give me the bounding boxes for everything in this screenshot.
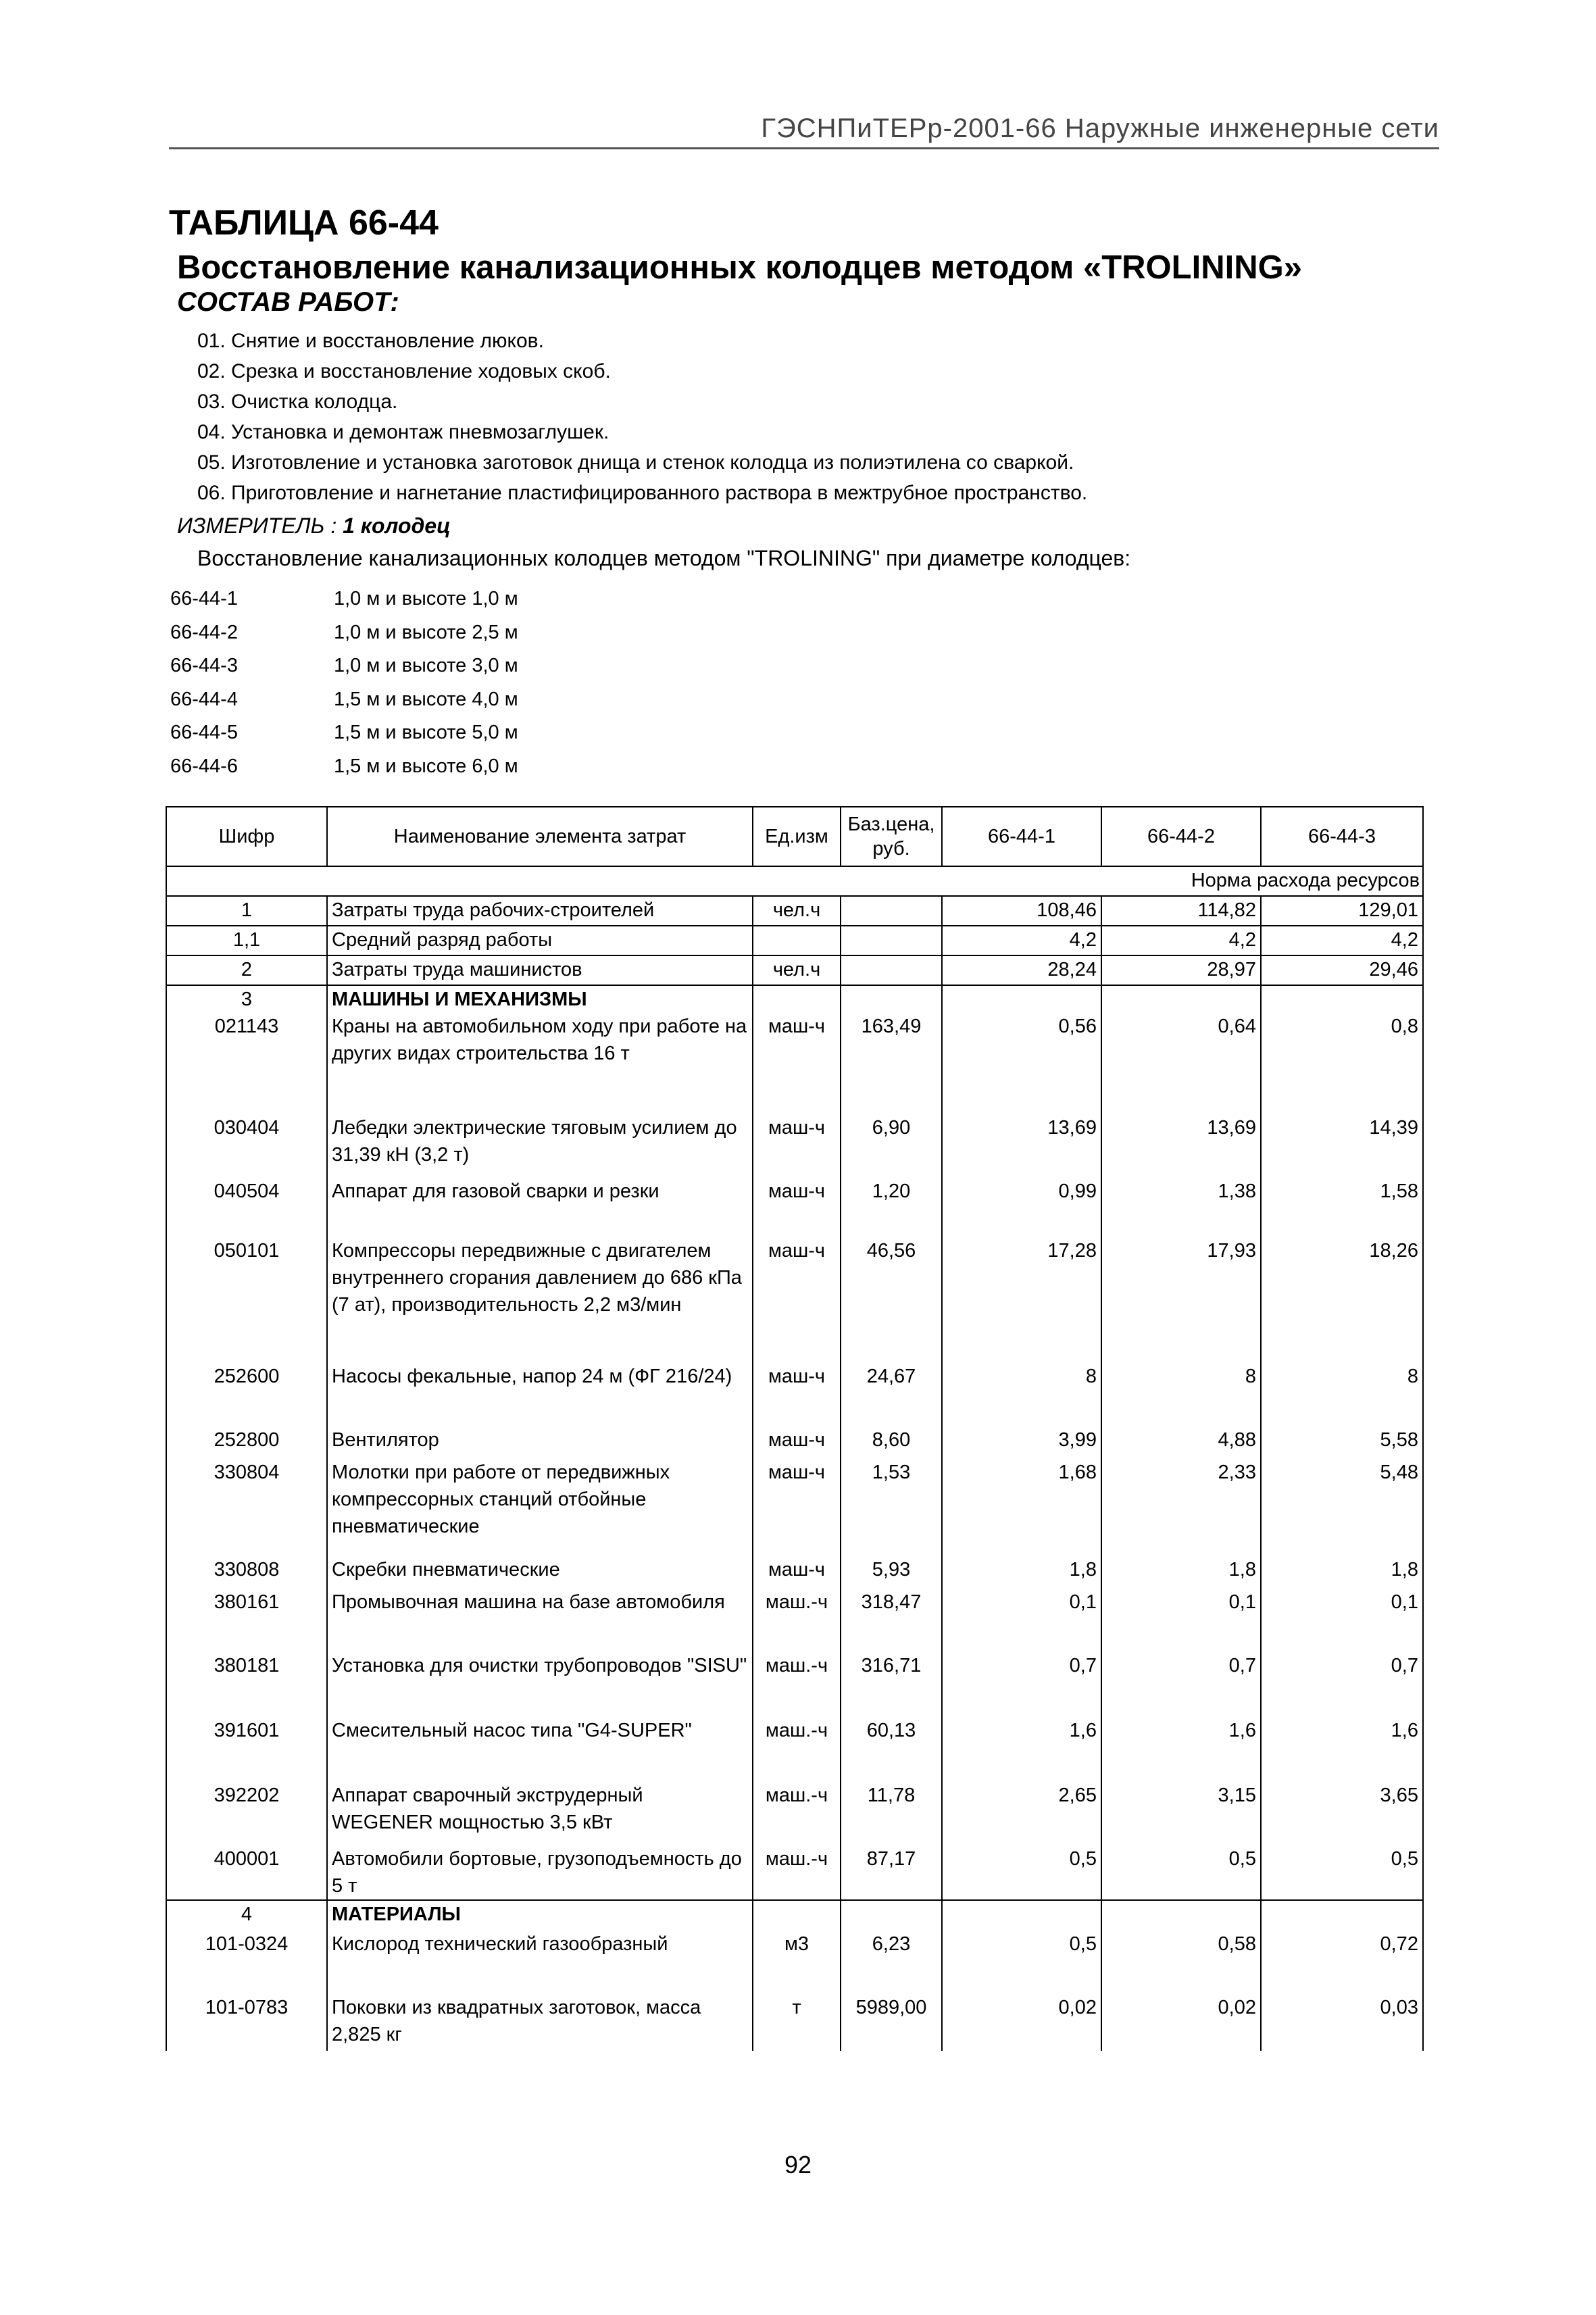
cell-value-66-44-3: 0,8 <box>1261 1013 1423 1114</box>
cell-code: 330804 <box>166 1459 327 1556</box>
codes-intro: Восстановление канализационных колодцев методом "TROLINING" при диаметре колодцев: <box>197 546 1131 570</box>
code-desc: 1,5 м и высоте 5,0 м <box>334 722 518 743</box>
cell-value-66-44-2: 0,64 <box>1101 1013 1261 1114</box>
header-cell: Наименование элемента затрат <box>327 807 753 866</box>
code-desc: 1,0 м и высоте 3,0 м <box>334 655 518 676</box>
table-row <box>166 1556 1423 1589</box>
code-desc: 1,5 м и высоте 4,0 м <box>334 688 518 710</box>
cell-value-66-44-3: 29,46 <box>1261 955 1423 985</box>
cell-value-66-44-2: 2,33 <box>1101 1459 1261 1556</box>
cell-unit: маш-ч <box>753 1426 841 1459</box>
cell-unit <box>753 1900 841 1931</box>
cell-unit: маш-ч <box>753 1013 841 1114</box>
header-cell: 66-44-2 <box>1101 807 1261 866</box>
code: 66-44-2 <box>170 621 238 643</box>
cell-value-66-44-2: 4,88 <box>1101 1426 1261 1459</box>
cell-price: 46,56 <box>841 1237 942 1363</box>
cell-name: Скребки пневматические <box>327 1556 753 1589</box>
cell-code: 330808 <box>166 1556 327 1589</box>
cell-code: 021143 <box>166 1013 327 1114</box>
cell-value-66-44-3: 18,26 <box>1261 1237 1423 1363</box>
header-cell: 66-44-3 <box>1261 807 1423 866</box>
cell-value-66-44-2 <box>1101 1900 1261 1931</box>
cell-value-66-44-1: 0,1 <box>942 1589 1101 1652</box>
cell-name: Установка для очистки трубопроводов "SISU" <box>327 1652 753 1717</box>
table-row <box>166 1845 1423 1900</box>
table-row <box>166 1931 1423 1994</box>
code-row <box>170 750 518 784</box>
cell-value-66-44-3: 1,58 <box>1261 1178 1423 1237</box>
cell-price: 316,71 <box>841 1652 942 1717</box>
cell-value-66-44-2: 1,6 <box>1101 1717 1261 1782</box>
cell-name: Аппарат для газовой сварки и резки <box>327 1178 753 1237</box>
table-row <box>166 1994 1423 2051</box>
code-row <box>170 582 518 616</box>
cell-value-66-44-2: 17,93 <box>1101 1237 1261 1363</box>
cell-name: Лебедки электрические тяговым усилием до 31,39 кН (3,2 т) <box>327 1114 753 1178</box>
cell-value-66-44-2: 0,1 <box>1101 1589 1261 1652</box>
cell-code: 252600 <box>166 1363 327 1426</box>
cell-price: 5989,00 <box>841 1994 942 2051</box>
cell-value-66-44-3: 0,03 <box>1261 1994 1423 2051</box>
cell-code: 101-0324 <box>166 1931 327 1994</box>
cell-value-66-44-2: 8 <box>1101 1363 1261 1426</box>
cell-price: 11,78 <box>841 1782 942 1845</box>
cell-name: МАШИНЫ И МЕХАНИЗМЫ <box>327 985 753 1013</box>
work-item: 01. Снятие и восстановление люков. <box>197 330 544 352</box>
cell-value-66-44-3: 0,5 <box>1261 1845 1423 1900</box>
cell-unit: маш-ч <box>753 1114 841 1178</box>
header-cell: Баз.цена, руб. <box>841 807 942 866</box>
cell-unit: маш-ч <box>753 1556 841 1589</box>
cell-value-66-44-2: 1,38 <box>1101 1178 1261 1237</box>
cell-value-66-44-3: 1,6 <box>1261 1717 1423 1782</box>
cell-code: 392202 <box>166 1782 327 1845</box>
cell-unit <box>753 926 841 955</box>
cell-price: 1,53 <box>841 1459 942 1556</box>
table-row <box>166 1717 1423 1782</box>
cell-unit: маш-ч <box>753 1363 841 1426</box>
cell-code: 040504 <box>166 1178 327 1237</box>
cell-price <box>841 985 942 1013</box>
cell-value-66-44-2: 13,69 <box>1101 1114 1261 1178</box>
cell-value-66-44-2: 114,82 <box>1101 896 1261 926</box>
cell-value-66-44-1: 0,56 <box>942 1013 1101 1114</box>
cell-value-66-44-3 <box>1261 1900 1423 1931</box>
cell-price <box>841 926 942 955</box>
cell-name: Поковки из квадратных заготовок, масса 2,825 кг <box>327 1994 753 2051</box>
cell-value-66-44-2: 0,58 <box>1101 1931 1261 1994</box>
running-header: ГЭСНПиТЕРр-2001-66 Наружные инженерные сети <box>761 114 1439 143</box>
cell-code: 050101 <box>166 1237 327 1363</box>
cell-value-66-44-3: 3,65 <box>1261 1782 1423 1845</box>
cell-value-66-44-1: 0,99 <box>942 1178 1101 1237</box>
table-row <box>166 1178 1423 1237</box>
cell-price: 24,67 <box>841 1363 942 1426</box>
cell-value-66-44-3: 0,7 <box>1261 1652 1423 1717</box>
cell-code: 1 <box>166 896 327 926</box>
cell-value-66-44-1: 1,8 <box>942 1556 1101 1589</box>
cell-value-66-44-1: 17,28 <box>942 1237 1101 1363</box>
cell-value-66-44-1: 0,7 <box>942 1652 1101 1717</box>
cell-value-66-44-2: 28,97 <box>1101 955 1261 985</box>
code: 66-44-4 <box>170 688 238 710</box>
cell-price: 1,20 <box>841 1178 942 1237</box>
cell-unit: чел.ч <box>753 896 841 926</box>
cell-unit <box>753 985 841 1013</box>
cell-name: Промывочная машина на базе автомобиля <box>327 1589 753 1652</box>
header-rule <box>169 147 1439 149</box>
cell-name: Насосы фекальные, напор 24 м (ФГ 216/24) <box>327 1363 753 1426</box>
cell-value-66-44-3: 0,1 <box>1261 1589 1423 1652</box>
cell-value-66-44-1: 8 <box>942 1363 1101 1426</box>
cell-name: Автомобили бортовые, грузоподъемность до 5 т <box>327 1845 753 1900</box>
cell-value-66-44-1: 1,68 <box>942 1459 1101 1556</box>
cell-value-66-44-2: 0,7 <box>1101 1652 1261 1717</box>
resources-table <box>166 806 1424 2051</box>
work-item: 05. Изготовление и установка заготовок днища и стенок колодца из полиэтилена со сваркой. <box>197 451 1074 474</box>
table-row <box>166 1782 1423 1845</box>
header-cell: Ед.изм <box>753 807 841 866</box>
cell-value-66-44-1: 28,24 <box>942 955 1101 985</box>
cell-name: МАТЕРИАЛЫ <box>327 1900 753 1931</box>
cell-price <box>841 955 942 985</box>
table-row <box>166 1459 1423 1556</box>
cell-unit: маш-ч <box>753 1237 841 1363</box>
code-row <box>170 716 518 750</box>
cell-unit: маш.-ч <box>753 1652 841 1717</box>
cell-value-66-44-3: 1,8 <box>1261 1556 1423 1589</box>
cell-value-66-44-1: 0,02 <box>942 1994 1101 2051</box>
code-row <box>170 616 518 650</box>
cell-price: 5,93 <box>841 1556 942 1589</box>
works-list <box>197 326 1087 508</box>
cell-value-66-44-2: 0,5 <box>1101 1845 1261 1900</box>
measure-unit <box>177 514 451 539</box>
cell-value-66-44-1: 0,5 <box>942 1931 1101 1994</box>
header-cell: Шифр <box>166 807 327 866</box>
cell-name: Вентилятор <box>327 1426 753 1459</box>
code: 66-44-1 <box>170 588 238 609</box>
cell-value-66-44-1: 4,2 <box>942 926 1101 955</box>
cell-code: 3 <box>166 985 327 1013</box>
header-cell: 66-44-1 <box>942 807 1101 866</box>
cell-value-66-44-1 <box>942 985 1101 1013</box>
cell-code: 4 <box>166 1900 327 1931</box>
table-row <box>166 1013 1423 1114</box>
cell-price <box>841 1900 942 1931</box>
cell-price: 163,49 <box>841 1013 942 1114</box>
cell-unit: т <box>753 1994 841 2051</box>
table-number: ТАБЛИЦА 66-44 <box>169 203 439 243</box>
codes-list <box>170 582 518 783</box>
cell-price: 8,60 <box>841 1426 942 1459</box>
cell-code: 030404 <box>166 1114 327 1178</box>
cell-name: Компрессоры передвижные с двигателем внутреннего сгорания давлением до 686 кПа (7 ат), производительность 2,2 м3/мин <box>327 1237 753 1363</box>
cell-unit: маш.-ч <box>753 1589 841 1652</box>
work-item: 04. Установка и демонтаж пневмозаглушек. <box>197 421 609 443</box>
cell-unit: маш.-ч <box>753 1845 841 1900</box>
cell-value-66-44-3: 5,58 <box>1261 1426 1423 1459</box>
cell-value-66-44-1: 1,6 <box>942 1717 1101 1782</box>
cell-code: 380181 <box>166 1652 327 1717</box>
cell-value-66-44-1: 2,65 <box>942 1782 1101 1845</box>
cell-unit: м3 <box>753 1931 841 1994</box>
cell-name: Молотки при работе от передвижных компрессорных станций отбойные пневматические <box>327 1459 753 1556</box>
table-title: Восстановление канализационных колодцев методом «TROLINING» <box>177 249 1302 286</box>
cell-value-66-44-2 <box>1101 985 1261 1013</box>
cell-name: Средний разряд работы <box>327 926 753 955</box>
cell-value-66-44-3 <box>1261 985 1423 1013</box>
code-desc: 1,0 м и высоте 1,0 м <box>334 588 518 609</box>
cell-value-66-44-2: 0,02 <box>1101 1994 1261 2051</box>
cell-unit: маш.-ч <box>753 1717 841 1782</box>
cell-value-66-44-1: 108,46 <box>942 896 1101 926</box>
cell-value-66-44-2: 4,2 <box>1101 926 1261 955</box>
cell-name: Затраты труда машинистов <box>327 955 753 985</box>
cell-value-66-44-3: 14,39 <box>1261 1114 1423 1178</box>
cell-price: 60,13 <box>841 1717 942 1782</box>
cell-value-66-44-1: 13,69 <box>942 1114 1101 1178</box>
cell-name: Краны на автомобильном ходу при работе на других видах строительства 16 т <box>327 1013 753 1114</box>
table-row <box>166 1652 1423 1717</box>
cell-unit: чел.ч <box>753 955 841 985</box>
norm-row <box>166 866 1423 896</box>
code-row <box>170 649 518 683</box>
cell-value-66-44-3: 4,2 <box>1261 926 1423 955</box>
cell-unit: маш-ч <box>753 1178 841 1237</box>
norm-label: Норма расхода ресурсов <box>166 866 1423 896</box>
cell-name: Смесительный насос типа "G4-SUPER" <box>327 1717 753 1782</box>
table-row <box>166 985 1423 1013</box>
cell-code: 1,1 <box>166 926 327 955</box>
measure-label: ИЗМЕРИТЕЛЬ : <box>177 514 337 538</box>
work-item: 02. Срезка и восстановление ходовых скоб. <box>197 360 611 382</box>
cell-code: 252800 <box>166 1426 327 1459</box>
table-row <box>166 1900 1423 1931</box>
page-number: 92 <box>784 2151 812 2179</box>
cell-code: 380161 <box>166 1589 327 1652</box>
cell-unit: маш-ч <box>753 1459 841 1556</box>
cell-value-66-44-1 <box>942 1900 1101 1931</box>
cell-value-66-44-3: 0,72 <box>1261 1931 1423 1994</box>
cell-name: Кислород технический газообразный <box>327 1931 753 1994</box>
table-row <box>166 1589 1423 1652</box>
table-row <box>166 1114 1423 1178</box>
cell-price: 6,23 <box>841 1931 942 1994</box>
table-row <box>166 896 1423 926</box>
cell-code: 2 <box>166 955 327 985</box>
work-item: 06. Приготовление и нагнетание пластифицированного раствора в межтрубное пространство. <box>197 482 1088 504</box>
table-row <box>166 926 1423 955</box>
cell-price: 318,47 <box>841 1589 942 1652</box>
cell-value-66-44-3: 129,01 <box>1261 896 1423 926</box>
table-row <box>166 1237 1423 1363</box>
cell-value-66-44-1: 0,5 <box>942 1845 1101 1900</box>
code: 66-44-3 <box>170 655 238 676</box>
code: 66-44-6 <box>170 755 238 777</box>
cell-code: 101-0783 <box>166 1994 327 2051</box>
cell-price: 6,90 <box>841 1114 942 1178</box>
table-row <box>166 1426 1423 1459</box>
table-header-row <box>166 807 1423 866</box>
table-row <box>166 955 1423 985</box>
cell-price <box>841 896 942 926</box>
cell-code: 400001 <box>166 1845 327 1900</box>
cell-name: Затраты труда рабочих-строителей <box>327 896 753 926</box>
cell-unit: маш.-ч <box>753 1782 841 1845</box>
cell-name: Аппарат сварочный экструдерный WEGENER мощностью 3,5 кВт <box>327 1782 753 1845</box>
table-row <box>166 1363 1423 1426</box>
cell-value-66-44-3: 8 <box>1261 1363 1423 1426</box>
cell-price: 87,17 <box>841 1845 942 1900</box>
work-item: 03. Очистка колодца. <box>197 391 398 413</box>
code-desc: 1,5 м и высоте 6,0 м <box>334 755 518 777</box>
code-row <box>170 683 518 717</box>
works-heading: СОСТАВ РАБОТ: <box>177 287 399 317</box>
code-desc: 1,0 м и высоте 2,5 м <box>334 621 518 643</box>
measure-value: 1 колодец <box>343 514 451 538</box>
code: 66-44-5 <box>170 722 238 743</box>
cell-value-66-44-1: 3,99 <box>942 1426 1101 1459</box>
cell-value-66-44-2: 1,8 <box>1101 1556 1261 1589</box>
cell-value-66-44-2: 3,15 <box>1101 1782 1261 1845</box>
cell-code: 391601 <box>166 1717 327 1782</box>
cell-value-66-44-3: 5,48 <box>1261 1459 1423 1556</box>
